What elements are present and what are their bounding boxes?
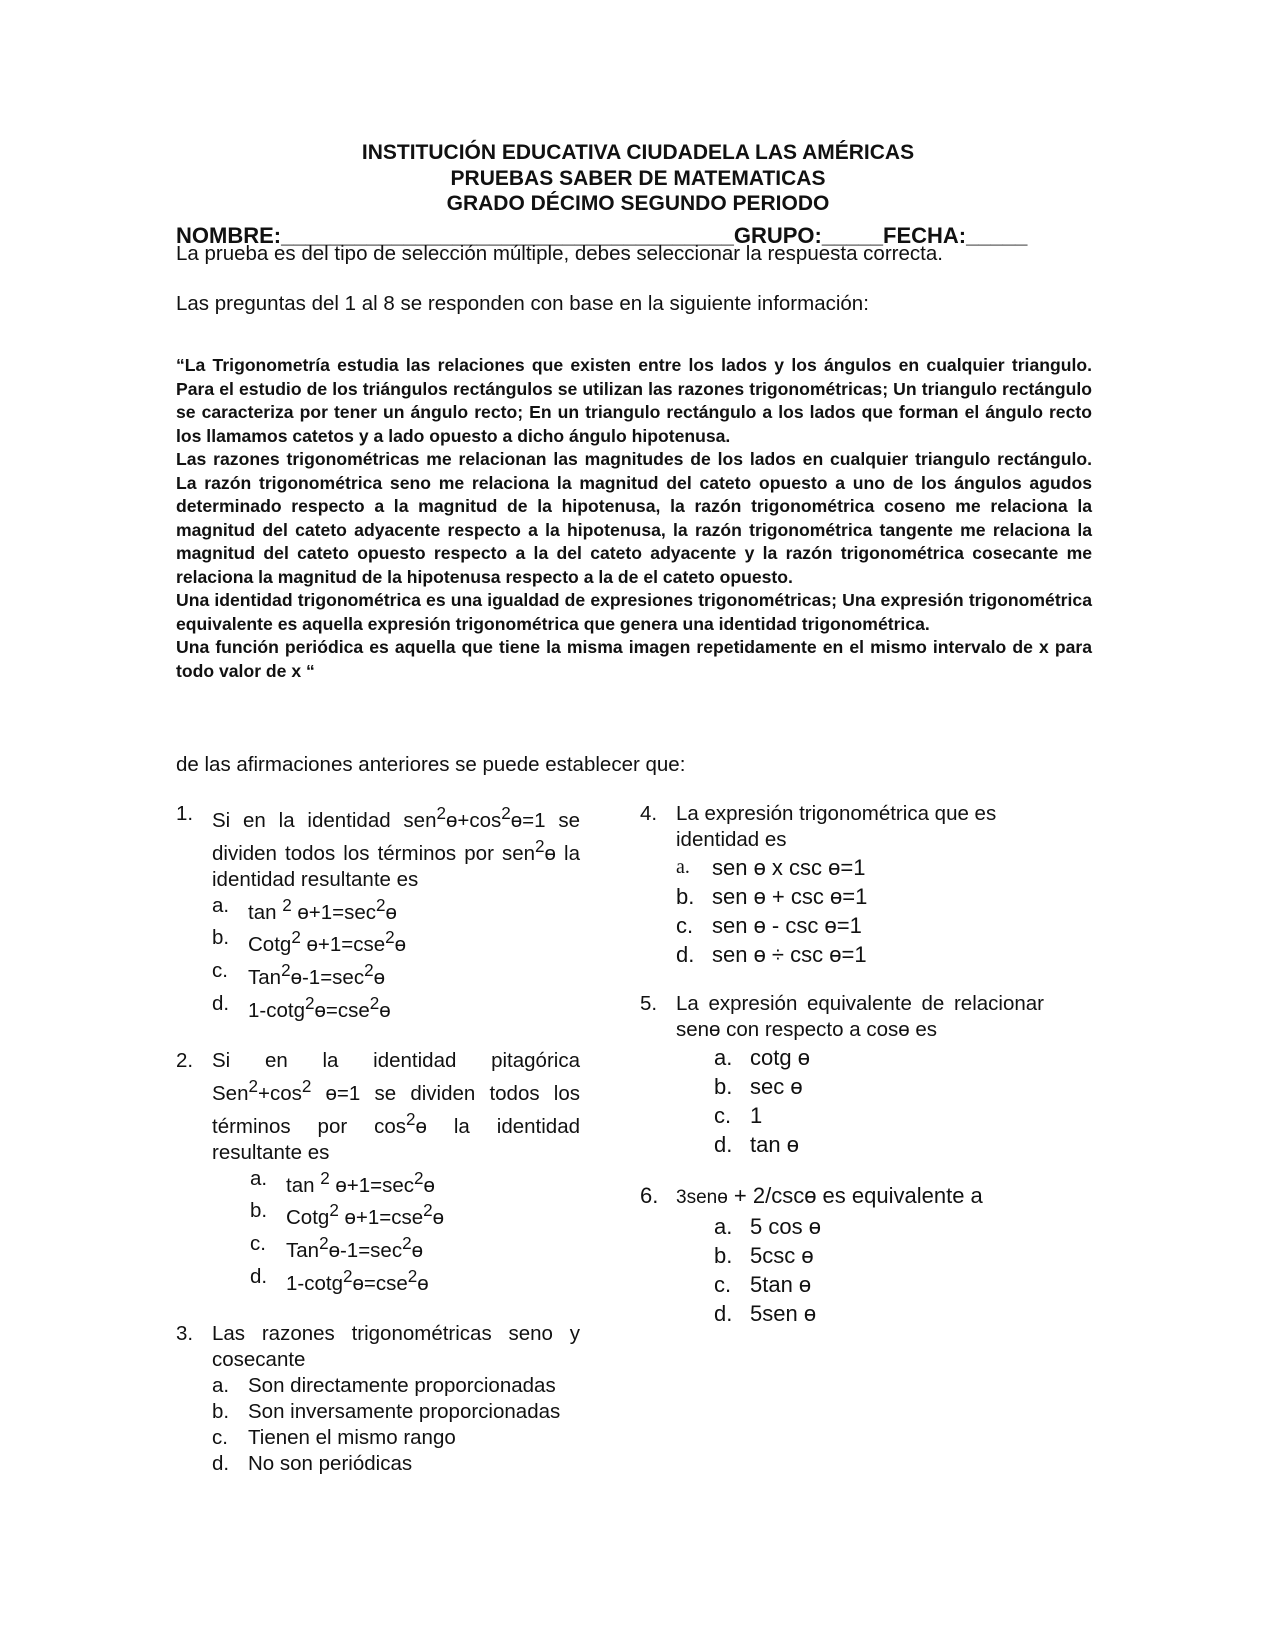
intro-text: Las preguntas del 1 al 8 se responden con base en la siguiente información:	[176, 292, 869, 315]
option-b[interactable]: b. sen ɵ + csc ɵ=1	[676, 884, 868, 909]
fecha-label: FECHA:	[883, 223, 967, 248]
option-a[interactable]: a. 5 cos ɵ	[714, 1214, 821, 1239]
question-1	[176, 801, 580, 1024]
options-list	[676, 1043, 1044, 1159]
question-number: 2.	[176, 1048, 194, 1072]
option-c[interactable]: c. $Tan^2ɵ-1=\sec^2ɵ$	[250, 1232, 423, 1263]
grupo-label: GRUPO:	[733, 223, 822, 248]
option-b[interactable]: b. 5csc ɵ	[714, 1243, 814, 1268]
lead-text: de las afirmaciones anteriores se puede establecer que:	[176, 753, 686, 776]
option-a[interactable]: a. cotg ɵ	[714, 1045, 810, 1070]
instructions: La prueba es del tipo de selección múltiple, debes seleccionar la respuesta correcta.	[176, 242, 943, 265]
question-number: 5.	[640, 992, 658, 1015]
option-b[interactable]: b. sec ɵ	[714, 1074, 803, 1099]
quote-paragraph-4: Una función periódica es aquella que tiene la misma imagen repetidamente en el mismo intervalo de x para todo valor de x “	[176, 637, 1092, 681]
reference-quote	[176, 354, 1092, 683]
question-number: 3.	[176, 1321, 194, 1345]
option-b[interactable]: b. Cotg$^2$ ɵ+1=cse$^2$ɵ	[250, 1199, 445, 1230]
question-stem: $Sen^2+\cos^2$ ɵ=1 se dividen todos los términos por $\cos^2ɵ$ la identidad resultante es	[212, 1076, 580, 1164]
option-b[interactable]: b. Son inversamente proporcionadas	[212, 1399, 561, 1423]
question-4	[640, 801, 1044, 969]
option-d[interactable]: d. sen ɵ ÷ csc ɵ=1	[676, 942, 867, 967]
option-c[interactable]: c. $Tan^2ɵ-1=\sec^2ɵ$	[212, 959, 385, 990]
question-2	[176, 1048, 580, 1297]
option-d[interactable]: d. 5sen ɵ	[714, 1301, 817, 1326]
right-column	[640, 801, 1044, 1328]
option-d[interactable]: d. 1-cotg$^2$ɵ=cse$^2$ɵ	[212, 992, 391, 1022]
option-c[interactable]: c. Tienen el mismo rango	[212, 1425, 456, 1449]
question-3	[176, 1321, 580, 1477]
option-a[interactable]: a. sen ɵ x csc ɵ=1	[676, 855, 866, 880]
option-d[interactable]: d. tan ɵ	[714, 1132, 799, 1157]
options-list	[212, 1166, 580, 1297]
fecha-field[interactable]: _____	[966, 223, 1028, 248]
options-list	[676, 853, 1044, 969]
quote-paragraph-3: Una identidad trigonométrica es una igualdad de expresiones trigonométricas; Una expresión trigonométrica equivalente es aquella expresión trigonométrica que genera una identidad trigonométrica.	[176, 590, 1092, 634]
option-a[interactable]: a. tan $^2$ $ɵ+1=\sec^2ɵ$	[212, 893, 397, 924]
grupo-field[interactable]: _____	[821, 223, 884, 248]
option-c[interactable]: c. 1	[714, 1103, 763, 1128]
grade-period: GRADO DÉCIMO SEGUNDO PERIODO	[446, 192, 830, 215]
option-d[interactable]: d. 1-cotg$^2$ɵ=cse$^2$ɵ	[250, 1265, 429, 1295]
school-name: INSTITUCIÓN EDUCATIVA CIUDADELA LAS AMÉRICAS	[361, 141, 915, 164]
option-d[interactable]: d. No son periódicas	[212, 1451, 413, 1475]
question-6	[640, 1181, 1044, 1328]
question-stem-line-1: Si en la identidad pitagórica	[212, 1048, 580, 1072]
question-stem: La expresión equivalente de relacionar senɵ con respecto a cosɵ es	[676, 992, 1044, 1041]
options-list	[676, 1212, 1044, 1328]
options-list	[212, 1373, 580, 1477]
quote-paragraph-2: Las razones trigonométricas me relacionan las magnitudes de los lados en cualquier triangulo rectángulo. La razón trigonométrica seno me relaciona la magnitud del cateto opuesto a uno de los ángulos agudos determinado respecto a la magnitud de la hipotenusa, la razón trigonométrica coseno me relaciona la magnitud del cateto adyacente respecto a la hipotenusa, la razón trigonométrica tangente me relaciona la magnitud del cateto opuesto respecto a la del cateto adyacente y la razón trigonométrica cosecante me relaciona la magnitud de la hipotenusa respecto a la de el cateto opuesto.	[176, 449, 1092, 587]
question-number: 6.	[640, 1183, 659, 1208]
options-list	[212, 893, 580, 1024]
question-stem: Si en la identidad $sen^2ɵ+\cos^2ɵ=1$ se dividen todos los términos por sen$^2$ɵ la identidad resultante es	[212, 804, 580, 891]
quote-paragraph-1: “La Trigonometría estudia las relaciones que existen entre los lados y los ángulos en cualquier triangulo. Para el estudio de los triángulos rectángulos se utilizan las razones trigonométricas; Un triangulo rectángulo se caracteriza por tener un ángulo recto; En un triangulo rectángulo a los lados que forman el ángulo recto los llamamos catetos y a lado opuesto a dicho ángulo hipotenusa.	[176, 355, 1092, 446]
question-stem: Las razones trigonométricas seno y cosecante	[212, 1321, 580, 1371]
question-stem: La expresión trigonométrica que es identidad es	[676, 802, 997, 851]
option-b[interactable]: b. Cotg$^2$ ɵ+1=cse$^2$ɵ	[212, 926, 407, 957]
nombre-field[interactable]: _____________________________________	[281, 223, 734, 248]
option-c[interactable]: c. sen ɵ - csc ɵ=1	[676, 913, 862, 938]
question-number: 1.	[176, 802, 194, 825]
left-column	[176, 801, 580, 1477]
question-number: 4.	[640, 802, 658, 825]
option-c[interactable]: c. 5tan ɵ	[714, 1272, 812, 1297]
nombre-label: NOMBRE:	[176, 223, 282, 248]
option-a[interactable]: a. Son directamente proporcionadas	[212, 1373, 556, 1397]
question-5	[640, 991, 1044, 1159]
exam-title: PRUEBAS SABER DE MATEMATICAS	[450, 167, 826, 190]
option-a[interactable]: a. tan $^2$ $ɵ+1=\sec^2ɵ$	[250, 1166, 435, 1197]
question-stem: 3senɵ + 2/cscɵ es equivalente a	[676, 1183, 983, 1208]
